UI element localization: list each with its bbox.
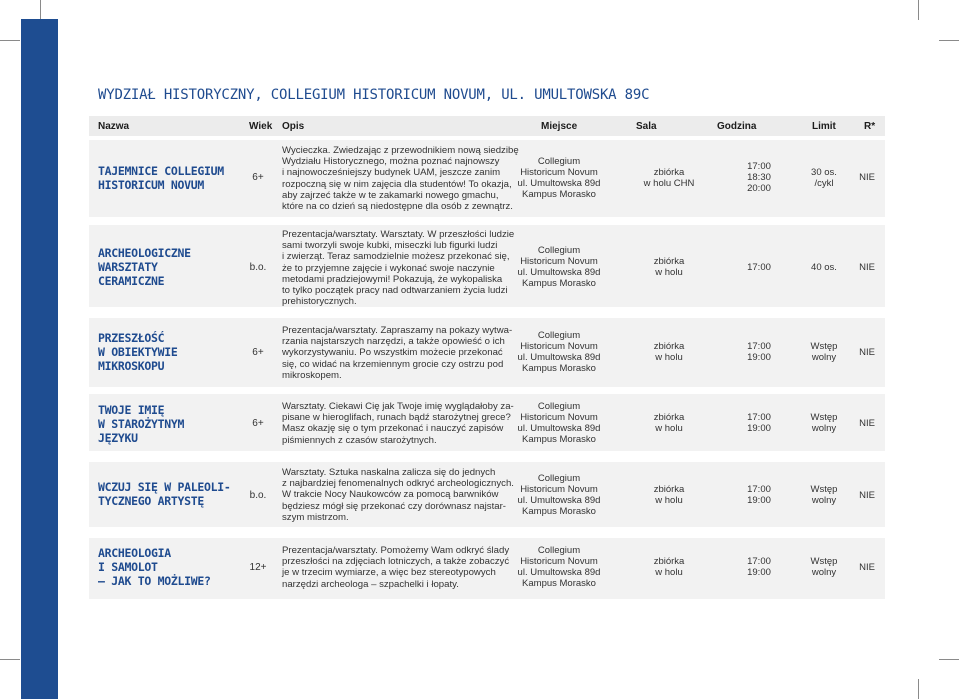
header-opis: Opis (282, 121, 305, 132)
event-description: Warsztaty. Sztuka naskalna zalicza się do jednych z najbardziej fenomenalnych odkryć archeologicznych. W trakcie Nocy Naukowców za pomocą barwników będziesz mógł się przekonać czy dorównasz najstar- szym mistrzom. (282, 467, 514, 523)
event-age: 12+ (249, 562, 267, 573)
event-time: 17:00 18:30 20:00 (747, 161, 771, 194)
table-row (89, 538, 885, 599)
crop-mark (0, 659, 20, 660)
event-time: 17:00 19:00 (747, 341, 771, 363)
crop-mark (939, 40, 959, 41)
event-description: Prezentacja/warsztaty. Warsztaty. W przeszłości ludzie sami tworzyli swoje kubki, miseczki lub figurki ludzi i zwierząt. Teraz samodzielnie możesz przekonać się, że to przyjemne zajęcie i wykonać swoje naczynie metodami pradziejowymi! Pokazują, że wykopaliska to tylko początek pracy nad odtwarzaniem życia ludzi prehistorycznych. (282, 229, 515, 308)
event-room: zbiórka w holu (653, 412, 685, 434)
event-time: 17:00 19:00 (747, 412, 771, 434)
crop-mark (918, 0, 919, 20)
header-limit: Limit (812, 121, 836, 132)
event-limit: 30 os. /cykl (811, 167, 837, 189)
header-sala: Sala (636, 121, 657, 132)
table-row (89, 140, 885, 217)
event-reservation: NIE (859, 490, 875, 501)
event-name: PRZESZŁOŚĆ W OBIEKTYWIE MIKROSKOPU (98, 331, 178, 373)
event-room: zbiórka w holu (653, 484, 685, 506)
event-time: 17:00 19:00 (747, 556, 771, 578)
header-miejsce: Miejsce (541, 121, 578, 132)
event-description: Warsztaty. Ciekawi Cię jak Twoje imię wyglądałoby za- pisane w hieroglifach, runach bądź starożytnej grece? Masz okazję się o tym przekonać i nauczyć zapisów piśmiennych z czasów starożytnych. (282, 401, 514, 446)
event-place: Collegium Historicum Novum ul. Umultowska 89d Kampus Morasko (517, 245, 601, 289)
side-color-bar (21, 19, 58, 699)
event-reservation: NIE (859, 172, 875, 183)
event-name: TWOJE IMIĘ W STAROŻYTNYM JĘZYKU (98, 403, 185, 445)
crop-mark (939, 659, 959, 660)
event-place: Collegium Historicum Novum ul. Umultowska 89d Kampus Morasko (517, 401, 601, 445)
event-limit: Wstęp wolny (810, 412, 838, 434)
header-godzina: Godzina (717, 121, 757, 132)
event-reservation: NIE (859, 262, 875, 273)
event-room: zbiórka w holu (653, 341, 685, 363)
event-reservation: NIE (859, 347, 875, 358)
header-wiek: Wiek (249, 121, 273, 132)
table-header (89, 116, 885, 136)
event-limit: Wstęp wolny (810, 484, 838, 506)
header-nazwa: Nazwa (98, 121, 130, 132)
event-age: 6+ (252, 172, 264, 183)
event-limit: Wstęp wolny (810, 341, 838, 363)
event-limit: 40 os. (811, 262, 837, 273)
event-name: WCZUJ SIĘ W PALEOLI- TYCZNEGO ARTYSTĘ (98, 480, 231, 508)
event-room: zbiórka w holu CHN (643, 167, 695, 189)
event-limit: Wstęp wolny (810, 556, 838, 578)
event-description: Prezentacja/warsztaty. Pomożemy Wam odkryć ślady przeszłości na zdjęciach lotniczych, a także zobaczyć je w trzecim wymiarze, a więc bez stereotypowych narzędzi archeologa – szpachelki i łopaty. (282, 545, 510, 590)
header-r: R* (864, 121, 876, 132)
table-row (89, 394, 885, 451)
event-age: b.o. (249, 262, 267, 273)
event-reservation: NIE (859, 418, 875, 429)
event-description: Wycieczka. Zwiedzając z przewodnikiem nową siedzibę Wydziału Historycznego, można poznać najnowszy i najnowocześniejszy budynek UAM, jeszcze zanim rozpoczną się w nim zajęcia dla studentów! To okazja, aby zajrzeć także w te zakamarki nowego gmachu, które na co dzień są niedostępne dla osób z zewnątrz. (282, 145, 519, 213)
event-place: Collegium Historicum Novum ul. Umultowska 89d Kampus Morasko (517, 473, 601, 517)
event-description: Prezentacja/warsztaty. Zapraszamy na pokazy wytwa- rzania najstarszych narzędzi, a także opowieść o ich wykorzystywaniu. Po wszystkim możecie przekonać się, co widać na krzemiennym grocie czy ostrzu pod mikroskopem. (282, 325, 513, 381)
event-time: 17:00 19:00 (747, 484, 771, 506)
event-place: Collegium Historicum Novum ul. Umultowska 89d Kampus Morasko (517, 156, 601, 200)
event-place: Collegium Historicum Novum ul. Umultowska 89d Kampus Morasko (517, 545, 601, 589)
event-age: b.o. (249, 490, 267, 501)
table-row (89, 318, 885, 387)
table-row (89, 462, 885, 527)
crop-mark (0, 40, 20, 41)
event-name: ARCHEOLOGICZNE WARSZTATY CERAMICZNE (98, 246, 191, 288)
event-reservation: NIE (859, 562, 875, 573)
event-age: 6+ (252, 418, 264, 429)
crop-mark (918, 679, 919, 699)
event-name: ARCHEOLOGIA I SAMOLOT – JAK TO MOŻLIWE? (98, 546, 211, 588)
event-age: 6+ (252, 347, 264, 358)
event-room: zbiórka w holu (653, 556, 685, 578)
table-row (89, 225, 885, 307)
page-title: WYDZIAŁ HISTORYCZNY, COLLEGIUM HISTORICUM NOVUM, UL. UMULTOWSKA 89C (98, 87, 650, 103)
event-place: Collegium Historicum Novum ul. Umultowska 89d Kampus Morasko (517, 330, 601, 374)
event-time: 17:00 (747, 262, 771, 273)
event-room: zbiórka w holu (653, 256, 685, 278)
event-name: TAJEMNICE COLLEGIUM HISTORICUM NOVUM (98, 164, 224, 192)
crop-mark (40, 0, 41, 20)
